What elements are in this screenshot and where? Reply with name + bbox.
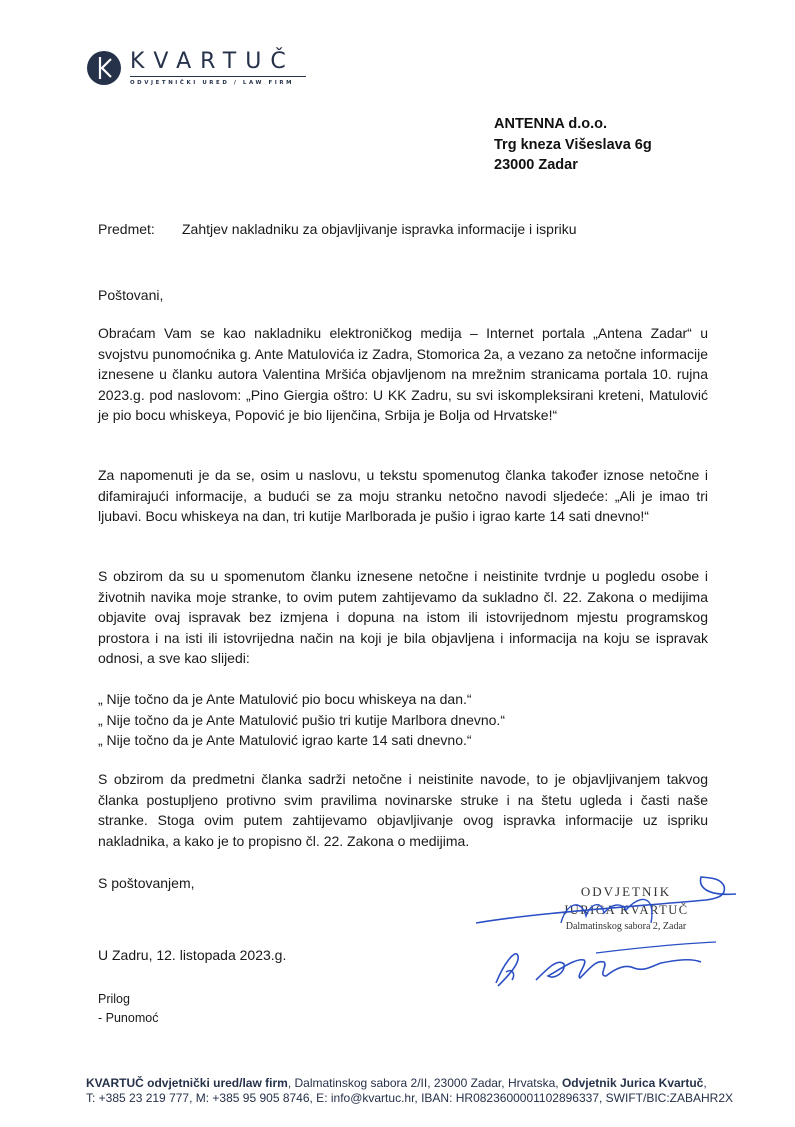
brand-name: KVARTUČ	[130, 49, 295, 74]
handwritten-signature	[476, 868, 746, 993]
footer	[86, 1076, 786, 1106]
recipient-city: 23000 Zadar	[494, 157, 578, 173]
k-monogram-circle-icon	[86, 50, 122, 86]
recipient-address	[494, 114, 652, 176]
salutation: Poštovani,	[98, 287, 164, 303]
footer-address: , Dalmatinskog sabora 2/II, 23000 Zadar, Hrvatska,	[287, 1076, 562, 1090]
corrections-list	[98, 689, 708, 751]
paragraph-3: S obzirom da su u spomenutom članku iznesene netočne i neistinite tvrdnje u pogledu osobe i životnih navika moje stranke, to ovim putem zahtijevamo da sukladno čl. 22. Zakona o medijima objavite ovaj ispravak bez izmjena i dopuna na istom ili istovrijednom mjestu programskog prostora i na isti ili istovrijedna način na koji je bila objavljena i informacija na koju se ispravak odnosi, a sve kao slijedi:	[98, 568, 708, 666]
footer-attorney: Odvjetnik Jurica Kvartuč	[561, 1076, 704, 1090]
correction-item: „ Nije točno da je Ante Matulović pio bocu whiskeya na dan.“	[98, 691, 472, 707]
subject-line	[98, 219, 577, 239]
paragraph-1: Obraćam Vam se kao nakladniku elektroničkog medija – Internet portala „Antena Zadar“ u svojstvu punomoćnika g. Ante Matulovića iz Zadra, Stomorica 2a, a vezano za netočne informacije iznesene u članku autora Valentina Mršića objavljenom na mrežnim stranicama portala 10. rujna 2023.g. pod naslovom: „Pino Giergia oštro: U KK Zadru, su svi iskompleksirani kreteni, Matulović je pio bocu whiskeya, Popović je bio lijenčina, Srbija je Bolja od Hrvatske!“	[98, 325, 708, 423]
footer-firm-name: KVARTUČ odvjetnički ured/law firm	[86, 1076, 288, 1090]
attachment-item: - Punomoć	[98, 1011, 159, 1025]
stamp-line-2: JURICA KVARTUČ	[563, 903, 689, 917]
stamp-line-3: Dalmatinskog sabora 2, Zadar	[565, 921, 687, 932]
attachment-label: Prilog	[98, 992, 130, 1006]
letterhead-logo	[86, 50, 306, 86]
brand-subtitle: ODVJETNIČKI URED / LAW FIRM	[130, 80, 295, 86]
subject-text: Zahtjev nakladniku za objavljivanje ispravka informacije i ispriku	[182, 221, 577, 237]
recipient-name: ANTENNA d.o.o.	[494, 116, 608, 132]
closing-paragraph: S obzirom da predmetni članka sadrži netočne i neistinite navode, to je objavljivanjem takvog članka postupljeno protivno svim pravilima novinarske struke i na štetu ugleda i časti naše stranke. Stoga ovim putem zahtijevamo objavljivanje ovog ispravka informacije uz ispriku nakladnika, a kako je to propisno čl. 22. Zakona o medijima.	[98, 771, 708, 849]
footer-punct: ,	[703, 1076, 707, 1090]
brand-rule	[130, 76, 306, 77]
correction-item: „ Nije točno da je Ante Matulović pušio tri kutije Marlbora dnevno.“	[98, 711, 505, 728]
place-date: U Zadru, 12. listopada 2023.g.	[98, 947, 287, 963]
sign-off: S poštovanjem,	[98, 875, 195, 891]
footer-contact-line: T: +385 23 219 777, M: +385 95 905 8746, E: info@kvartuc.hr, IBAN: HR0823600001102896337, SWIFT/BIC:ZABAHR2X	[86, 1091, 734, 1105]
footer-line-1	[86, 1076, 786, 1091]
stamp-and-signature	[476, 868, 746, 993]
recipient-street: Trg kneza Višeslava 6g	[494, 136, 652, 153]
subject-label: Predmet:	[98, 221, 155, 237]
paragraph-2: Za napomenuti je da se, osim u naslovu, u tekstu spomenutog članka također iznose netočne i difamirajući informacije, a budući se za moju stranku netočno navodi sljedeće: „Ali je imao tri ljubavi. Bocu whiskeya na dan, tri kutije Marlborada je pušio i igrao karte 14 sati dnevno!“	[98, 467, 708, 524]
correction-item: „ Nije točno da je Ante Matulović igrao karte 14 sati dnevno.“	[98, 732, 472, 748]
attachment-section	[98, 990, 708, 1028]
stamp-line-1: ODVJETNIK	[580, 884, 672, 899]
